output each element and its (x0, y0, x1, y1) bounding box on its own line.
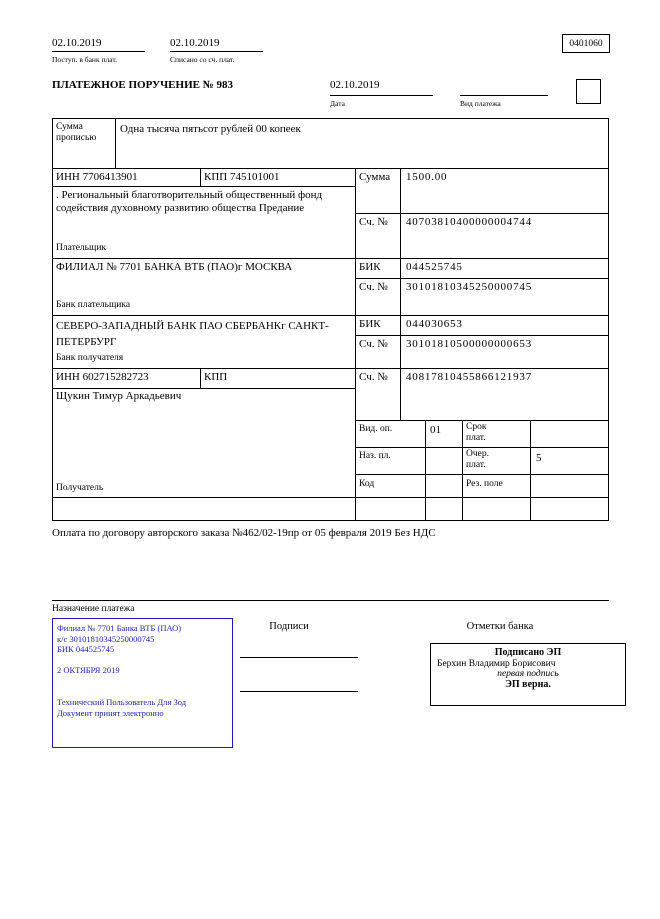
signature-stamp-box (430, 643, 626, 706)
grid-line (52, 600, 609, 601)
amount-label: Сумма (359, 171, 391, 183)
purpose-text: Оплата по договору авторского заказа №462/02-19пр от 05 февраля 2019 Без НДС (52, 527, 436, 539)
op-reserve-label: Рез. поле (466, 479, 503, 489)
document-date: 02.10.2019 (330, 79, 380, 91)
grid-line (355, 278, 609, 279)
stamp-bank-name: Филиал № 7701 Банка ВТБ (ПАО) (57, 623, 182, 633)
payer-bank-account-value: 30101810345250000745 (406, 281, 532, 293)
stamp-signature-role: первая подпись (497, 669, 559, 679)
op-priority-label: Очер. плат. (466, 449, 489, 470)
date-label: Дата (330, 99, 345, 108)
payee-account-label: Сч. № (359, 371, 388, 383)
grid-line (52, 118, 53, 521)
stamp-date: 2 ОКТЯБРЯ 2019 (57, 664, 120, 675)
signatures-label: Подписи (269, 621, 309, 632)
payee-bank-bik-label: БИК (359, 318, 381, 330)
grid-line (608, 118, 609, 521)
payer-bank-section-label: Банк плательщика (56, 300, 131, 310)
grid-line (355, 420, 609, 421)
payment-kind-label: Вид платежа (460, 99, 501, 108)
payer-bank-name: ФИЛИАЛ № 7701 БАНКА ВТБ (ПАО)г МОСКВА (56, 261, 293, 273)
payee-bank-account-label: Сч. № (359, 338, 388, 350)
debited-date-label: Списано со сч. плат. (170, 55, 235, 64)
grid-line (52, 315, 609, 316)
op-code-label: Код (359, 479, 375, 489)
grid-line (200, 368, 201, 388)
electronic-bank-stamp (52, 618, 233, 748)
grid-line (52, 497, 609, 498)
op-type-value: 01 (430, 424, 441, 436)
grid-line (355, 213, 609, 214)
signature-line (240, 657, 358, 658)
payee-kpp-label: КПП (204, 371, 228, 383)
grid-line (170, 51, 263, 52)
op-priority-value: 5 (536, 452, 542, 464)
payee-bank-account-value: 30101810500000000653 (406, 338, 532, 350)
grid-line (425, 420, 426, 520)
grid-line (460, 95, 548, 96)
grid-line (52, 388, 356, 389)
debited-date: 02.10.2019 (170, 37, 220, 49)
amount-words-label: Сумма прописью (56, 122, 97, 143)
stamp-accepted-note: Документ принят электронно (57, 707, 164, 718)
grid-line (355, 335, 609, 336)
stamp-signed-title: Подписано ЭП (494, 647, 562, 658)
bank-marks-label: Отметки банка (466, 621, 534, 632)
grid-line (530, 420, 531, 520)
payee-name: Щукин Тимур Аркадьевич (56, 390, 182, 402)
payee-bank-section-label: Банк получателя (56, 353, 124, 363)
signature-line (240, 691, 358, 692)
stamp-signer-name: Берхин Владимир Борисович (437, 659, 556, 669)
payer-account-label: Сч. № (359, 216, 388, 228)
stamp-bik: БИК 044525745 (57, 644, 115, 654)
received-date-label: Поступ. в банк плат. (52, 55, 117, 64)
stamp-verified-note: ЭП верна. (505, 679, 551, 690)
payer-bank-bik-label: БИК (359, 261, 381, 273)
payee-section-label: Получатель (56, 483, 104, 493)
op-purpose-label: Наз. пл. (359, 451, 391, 461)
grid-line (355, 474, 609, 475)
payer-bank-bik-value: 044525745 (406, 261, 463, 273)
amount-words-value: Одна тысяча пятьсот рублей 00 копеек (120, 123, 301, 135)
grid-line (52, 186, 356, 187)
grid-line (462, 420, 463, 520)
grid-line (52, 520, 609, 521)
grid-line (52, 51, 145, 52)
grid-line (52, 258, 609, 259)
payer-kpp: КПП 745101001 (204, 171, 280, 183)
op-type-label: Вид. оп. (359, 424, 393, 434)
form-code-box (562, 34, 610, 53)
op-term-label: Срок плат. (466, 422, 487, 443)
document-title: ПЛАТЕЖНОЕ ПОРУЧЕНИЕ № 983 (52, 79, 234, 91)
payee-bank-bik-value: 044030653 (406, 318, 463, 330)
payee-account-value: 40817810455866121937 (406, 371, 532, 383)
payer-inn: ИНН 7706413901 (56, 171, 138, 183)
received-date: 02.10.2019 (52, 37, 102, 49)
grid-line (200, 168, 201, 186)
purpose-label: Назначение платежа (52, 604, 135, 614)
stamp-operator: Технический Пользователь Для Зод (57, 697, 187, 707)
grid-line (330, 95, 433, 96)
grid-line (52, 168, 609, 169)
form-code: 0401060 (569, 39, 603, 49)
payer-bank-account-label: Сч. № (359, 281, 388, 293)
payer-section-label: Плательщик (56, 243, 107, 253)
payer-name: . Региональный благотворительный общественный фонд содействия духовному развитию общества Предание (56, 189, 323, 214)
stamp-corr-account: к/с 30101810345250000745 (57, 633, 155, 644)
grid-line (355, 168, 356, 520)
grid-line (52, 118, 609, 119)
grid-line (115, 118, 116, 168)
payee-bank-name: СЕВЕРО-ЗАПАДНЫЙ БАНК ПАО СБЕРБАНКг САНКТ-ПЕТЕРБУРГ (56, 320, 329, 348)
grid-line (400, 168, 401, 420)
grid-line (355, 447, 609, 448)
payee-inn: ИНН 602715282723 (56, 371, 149, 383)
amount-value: 1500.00 (406, 171, 448, 183)
payment-kind-box (576, 79, 601, 104)
grid-line (52, 368, 609, 369)
payer-account-value: 40703810400000004744 (406, 216, 532, 228)
